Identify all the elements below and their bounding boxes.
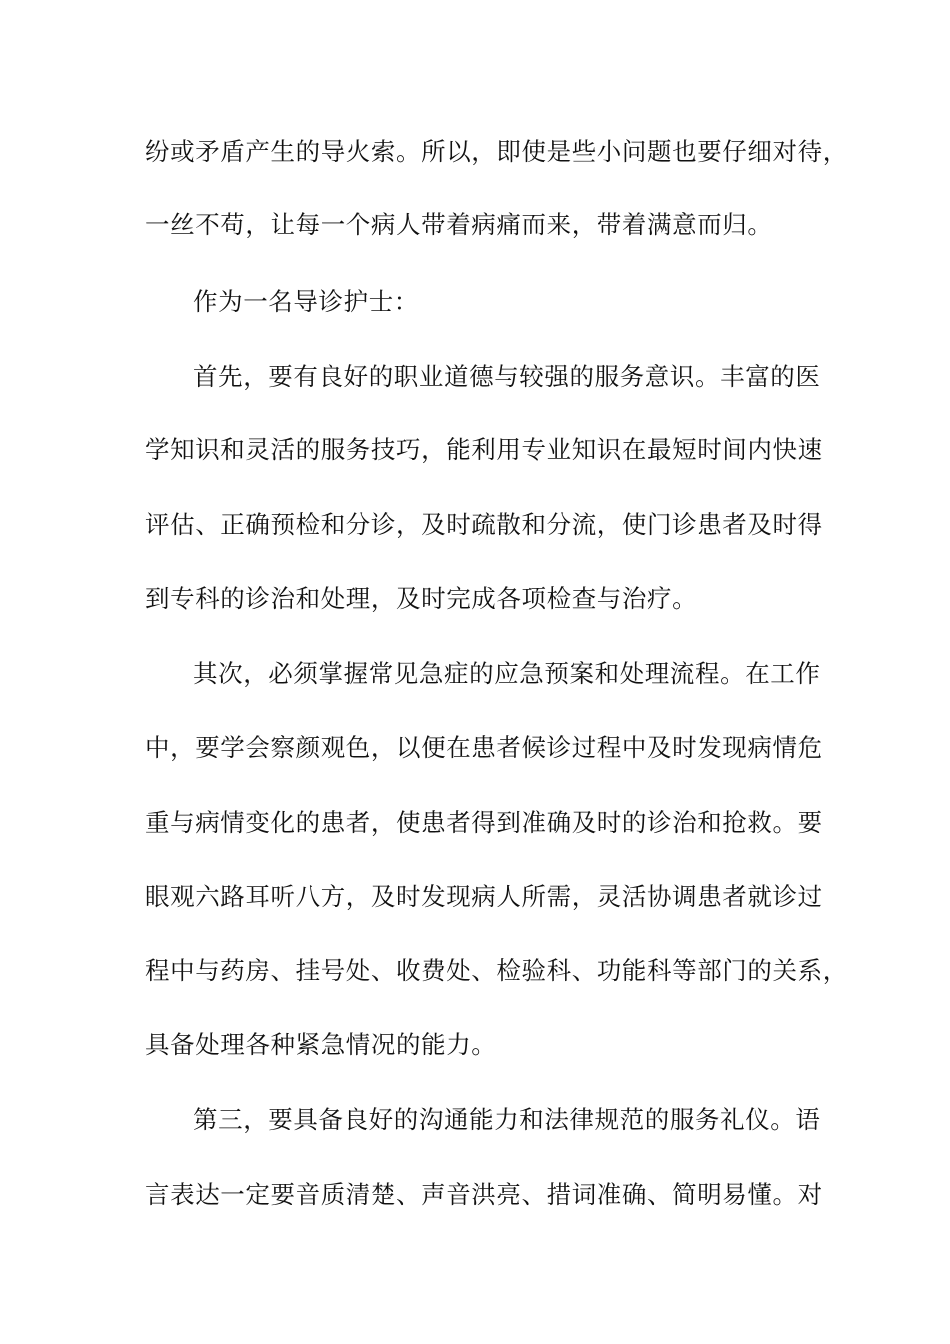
text-line: 言表达一定要音质清楚、声音洪亮、措词准确、简明易懂。对 [145,1180,823,1209]
text-line: 其次，必须掌握常见急症的应急预案和处理流程。在工作 [193,659,821,688]
text-line: 中，要学会察颜观色，以便在患者候诊过程中及时发现病情危 [145,733,823,762]
text-line: 纷或矛盾产生的导火索。所以，即使是些小问题也要仔细对待， [145,137,848,166]
text-line: 程中与药房、挂号处、收费处、检验科、功能科等部门的关系， [145,956,848,985]
text-line: 重与病情变化的患者，使患者得到准确及时的诊治和抢救。要 [145,808,823,837]
paragraph-heading: 作为一名导诊护士： [193,287,419,316]
text-line: 一丝不苟，让每一个病人带着病痛而来，带着满意而归。 [145,210,773,239]
text-line: 学知识和灵活的服务技巧，能利用专业知识在最短时间内快速 [145,435,823,464]
text-line: 眼观六路耳听八方，及时发现病人所需，灵活协调患者就诊过 [145,882,823,911]
text-line: 首先，要有良好的职业道德与较强的服务意识。丰富的医 [193,362,821,391]
text-line: 具备处理各种紧急情况的能力。 [145,1030,497,1059]
text-line: 到专科的诊治和处理，及时完成各项检查与治疗。 [145,584,698,613]
text-line: 第三，要具备良好的沟通能力和法律规范的服务礼仪。语 [193,1105,821,1134]
text-line: 评估、正确预检和分诊，及时疏散和分流，使门诊患者及时得 [145,510,823,539]
